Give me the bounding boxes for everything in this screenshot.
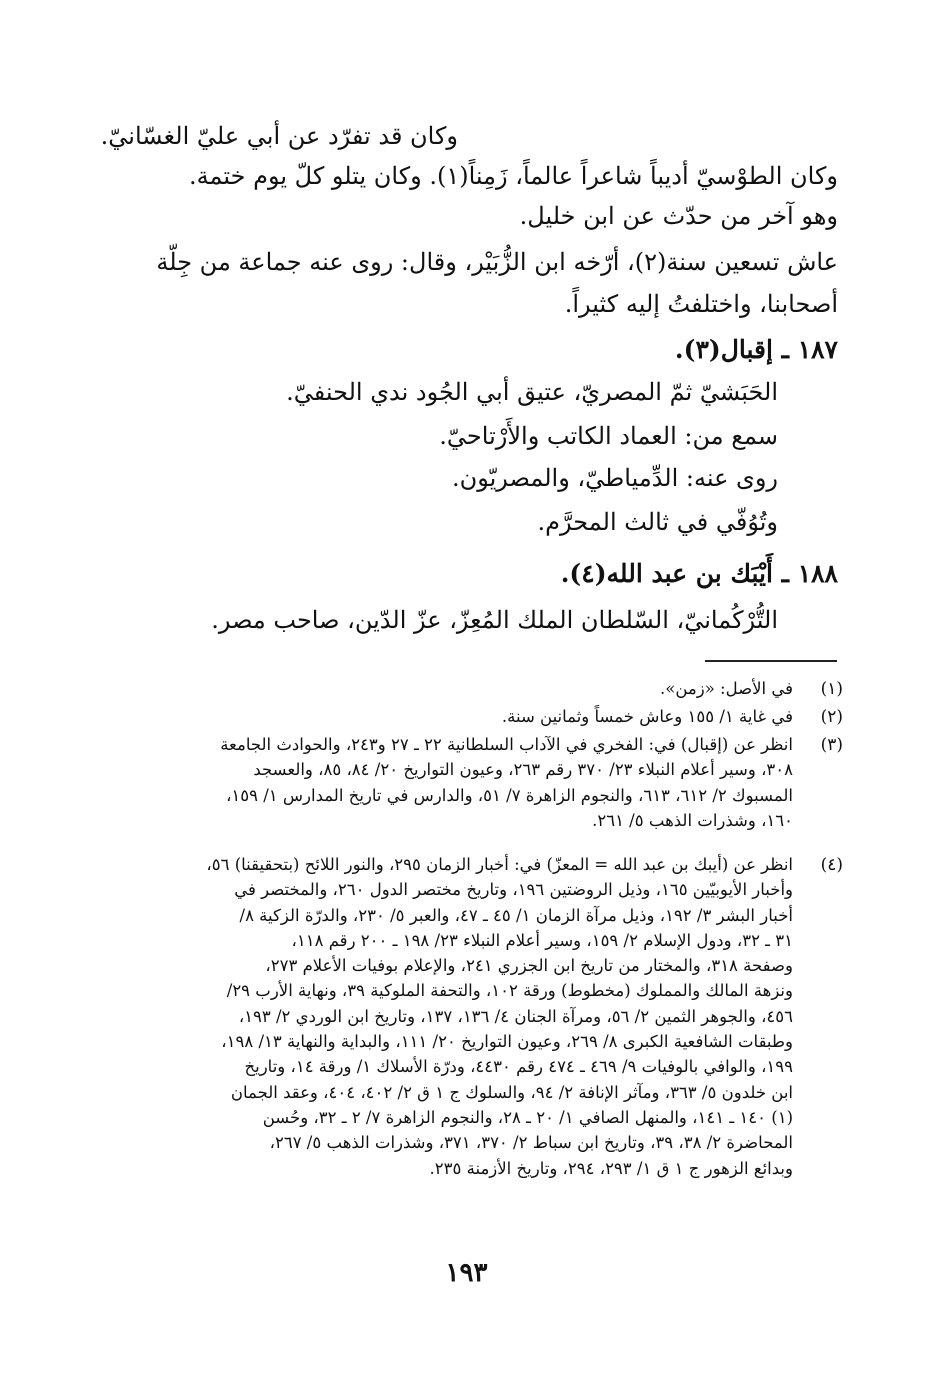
body-line-3: وهو آخر من حدّث عن ابن خليل. <box>519 202 838 230</box>
footnote-line: وطبقات الشافعية الكبرى ٨/ ٢٦٩، وعيون التواريخ ٢٠/ ١١١، والبداية والنهاية ١٣/ ١٩٨، <box>221 1032 793 1052</box>
entry-187-line-2: سمع من: العماد الكاتب والأَرْتاحيّ. <box>439 422 778 450</box>
footnote-line: ٣٠٨، وسير أعلام النبلاء ٢٣/ ٣٧٠ رقم ٢٦٣، وعيون التواريخ ٢٠/ ٨٤، ٨٥، والعسجد <box>253 760 793 780</box>
footnote-line: انظر عن (أيبك بن عبد الله = المعزّ) في: أخبار الزمان ٢٩٥، والنور اللائح (بتحقيقنا) ٥٦، <box>206 855 793 874</box>
footnote-separator <box>705 660 837 662</box>
footnote-line: ١٩٩، والوافي بالوفيات ٩/ ٤٦٩ ـ ٤٧٤ رقم ٤٤٣٠، ودرّة الأسلاك ١/ ورقة ١٤، وتاريخ <box>244 1057 793 1077</box>
body-line-4: عاش تسعين سنة(٢)، أرّخه ابن الزُّبَيْر، وقال: روى عنه جماعة من جِلّة <box>156 248 838 276</box>
entry-187-line-3: روى عنه: الدِّمياطيّ، والمصريّون. <box>451 464 778 492</box>
footnote-line: ٤٥٦، والجوهر الثمين ٢/ ٥٦، ومرآة الجنان ٤/ ١٣٦، ١٣٧، وتاريخ ابن الوردي ٢/ ١٩٣، <box>238 1006 793 1026</box>
footnote-2-text <box>93 704 793 729</box>
footnote-4-number: (٤) <box>820 855 843 875</box>
footnote-line: وأخبار الأيوبيّين ١٦٥، وذيل الروضتين ١٩٦، وتاريخ مختصر الدول ٢٦٠، والمختصر في <box>234 880 793 900</box>
footnote-4-text <box>93 852 793 1181</box>
entry-188-line-1: التُّرْكُمانيّ، السّلطان الملك المُعِزّ، عزّ الدّين، صاحب مصر. <box>211 606 778 634</box>
footnote-line: المسبوك ٢/ ٦١٢، ٦١٣، والنجوم الزاهرة ٧/ ٥١، والدارس في تاريخ المدارس ١/ ١٥٩، <box>226 785 793 805</box>
footnote-2-number: (٢) <box>820 707 843 727</box>
footnote-line: أخبار البشر ٣/ ١٩٢، وذيل مرآة الزمان ١/ ٤٥ ـ ٤٧، والعبر ٥/ ٢٣٠، والدرّة الزكية ٨/ <box>239 905 793 925</box>
footnote-line: وبدائع الزهور ج ١ ق ١/ ٢٩٣، ٢٩٤، وتاريخ الأزمنة ٢٣٥. <box>429 1158 793 1178</box>
page-number: ١٩٣ <box>445 1258 488 1288</box>
footnote-1-text <box>93 676 793 701</box>
footnote-3-number: (٣) <box>820 735 843 755</box>
footnote-line: المحاضرة ٢/ ٣٨، ٣٩، وتاريخ ابن سباط ٢/ ٣٧٠، ٣٧١، وشذرات الذهب ٥/ ٢٦٧، <box>269 1133 793 1153</box>
footnote-line: في الأصل: «زمن». <box>660 679 793 698</box>
footnote-line: انظر عن (إقبال) في: الفخري في الآداب السلطانية ٢٢ ـ ٢٧ و٢٤٣، والحوادث الجامعة <box>220 735 793 754</box>
footnote-line: ابن خلدون ٥/ ٣٦٣، ومآثر الإنافة ٢/ ٩٤، والسلوك ج ١ ق ٢/ ٤٠٢، ٤٠٤، وعقد الجمان <box>230 1082 793 1102</box>
footnote-line: في غاية ١/ ١٥٥ وعاش خمساً وثمانين سنة. <box>501 707 793 726</box>
body-line-2: وكان الطوْسيّ أديباً شاعراً عالماً، زَمِناً(١). وكان يتلو كلّ يوم ختمة. <box>189 162 838 190</box>
footnote-line: ١٦٠، وشذرات الذهب ٥/ ٢٦١. <box>592 810 793 830</box>
footnote-3-text <box>93 732 793 833</box>
footnote-line: (١) ١٤٠ ـ ١٤١، والمنهل الصافي ١/ ٢٠ ـ ٢٨، والنجوم الزاهرة ٧/ ٢ ـ ٣٢، وحُسن <box>262 1107 793 1127</box>
entry-187-heading: ١٨٧ ـ إقبال(٣). <box>674 335 838 364</box>
footnote-line: وصفحة ٣١٨، والمختار من تاريخ ابن الجزري ٢٤١، والإعلام بوفيات الأعلام ٢٧٣، <box>265 956 793 976</box>
footnote-1-number: (١) <box>820 679 843 699</box>
body-line-1: وكان قد تفرّد عن أبي عليّ الغسّانيّ. <box>100 122 458 150</box>
entry-188-heading: ١٨٨ ـ أَيْبَك بن عبد الله(٤). <box>560 559 838 588</box>
footnote-line: ونزهة المالك والمملوك (مخطوط) ورقة ١٠٢، والتحفة الملوكية ٣٩، ونهاية الأرب ٢٩/ <box>226 981 793 1001</box>
entry-187-line-1: الحَبَشيّ ثمّ المصريّ، عتيق أبي الجُود ندي الحنفيّ. <box>286 378 778 406</box>
body-line-5: أصحابنا، واختلفتُ إليه كثيراً. <box>564 290 838 318</box>
footnote-line: ٣١ ـ ٣٢، ودول الإسلام ٢/ ١٥٩، وسير أعلام النبلاء ٢٣/ ١٩٨ ـ ٢٠٠ رقم ١١٨، <box>291 930 793 950</box>
entry-187-line-4: وتُوُفّي في ثالث المحرَّم. <box>537 508 778 536</box>
